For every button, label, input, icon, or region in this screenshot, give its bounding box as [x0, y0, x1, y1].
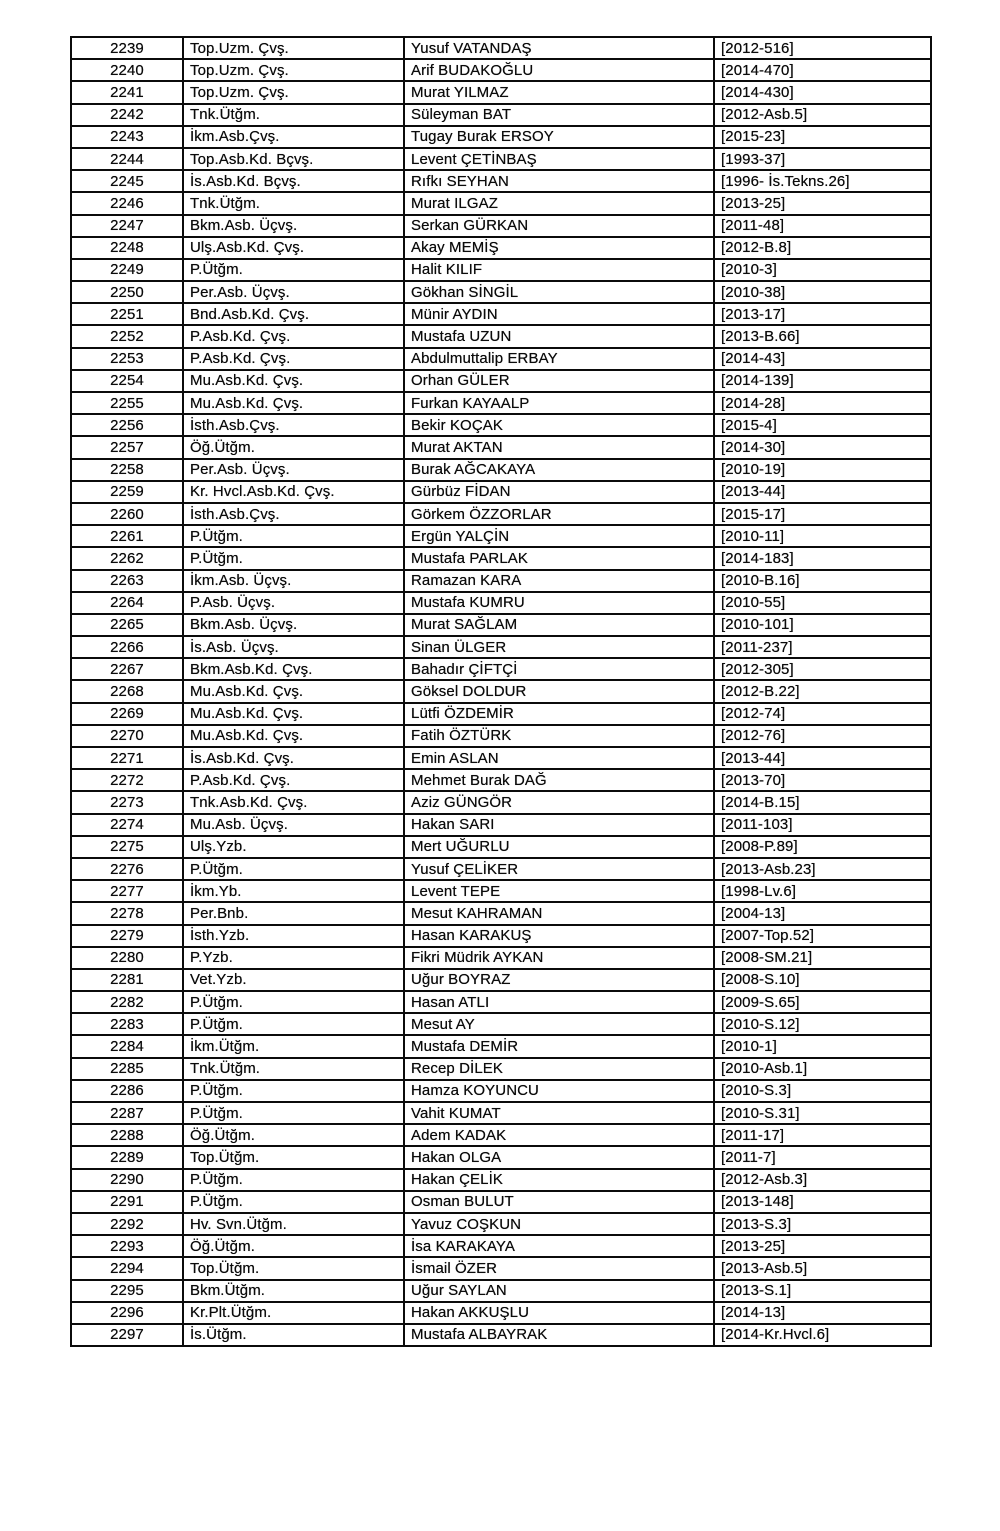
term-code-cell: [2014-430] — [714, 81, 931, 103]
table-row — [71, 1324, 931, 1346]
name-cell: Osman BULUT — [404, 1191, 714, 1213]
rank-cell: Top.Ütğm. — [183, 1257, 404, 1279]
term-code-cell: [2013-25] — [714, 1235, 931, 1257]
rank-cell: Top.Uzm. Çvş. — [183, 59, 404, 81]
term-code-cell: [2012-76] — [714, 725, 931, 747]
table-row — [71, 148, 931, 170]
row-number-cell: 2295 — [71, 1280, 183, 1302]
term-code-cell: [2010-11] — [714, 525, 931, 547]
rank-cell: Per.Asb. Üçvş. — [183, 281, 404, 303]
name-cell: Emin ASLAN — [404, 747, 714, 769]
name-cell: Münir AYDIN — [404, 303, 714, 325]
row-number-cell: 2296 — [71, 1302, 183, 1324]
table-row — [71, 725, 931, 747]
table-row — [71, 192, 931, 214]
rank-cell: İs.Asb.Kd. Çvş. — [183, 747, 404, 769]
rank-cell: Tnk.Ütğm. — [183, 104, 404, 126]
row-number-cell: 2271 — [71, 747, 183, 769]
table-row — [71, 814, 931, 836]
term-code-cell: [2011-7] — [714, 1146, 931, 1168]
row-number-cell: 2247 — [71, 215, 183, 237]
rank-cell: Mu.Asb.Kd. Çvş. — [183, 370, 404, 392]
term-code-cell: [2010-Asb.1] — [714, 1058, 931, 1080]
table-row — [71, 1146, 931, 1168]
rank-cell: Tnk.Ütğm. — [183, 192, 404, 214]
name-cell: Fikri Müdrik AYKAN — [404, 947, 714, 969]
row-number-cell: 2260 — [71, 503, 183, 525]
term-code-cell: [2008-S.10] — [714, 969, 931, 991]
rank-cell: İsth.Asb.Çvş. — [183, 414, 404, 436]
row-number-cell: 2270 — [71, 725, 183, 747]
row-number-cell: 2281 — [71, 969, 183, 991]
rank-cell: Bnd.Asb.Kd. Çvş. — [183, 303, 404, 325]
table-row — [71, 836, 931, 858]
row-number-cell: 2254 — [71, 370, 183, 392]
rank-cell: Tnk.Asb.Kd. Çvş. — [183, 791, 404, 813]
rank-cell: Kr. Hvcl.Asb.Kd. Çvş. — [183, 481, 404, 503]
term-code-cell: [2013-S.3] — [714, 1213, 931, 1235]
name-cell: Mustafa DEMİR — [404, 1035, 714, 1057]
row-number-cell: 2297 — [71, 1324, 183, 1346]
rank-cell: P.Asb. Üçvş. — [183, 592, 404, 614]
name-cell: Hakan SARI — [404, 814, 714, 836]
table-row — [71, 303, 931, 325]
row-number-cell: 2273 — [71, 791, 183, 813]
name-cell: Fatih ÖZTÜRK — [404, 725, 714, 747]
name-cell: Mustafa UZUN — [404, 325, 714, 347]
row-number-cell: 2274 — [71, 814, 183, 836]
name-cell: Adem KADAK — [404, 1124, 714, 1146]
term-code-cell: [2012-Asb.5] — [714, 104, 931, 126]
rank-cell: Ulş.Yzb. — [183, 836, 404, 858]
term-code-cell: [2004-13] — [714, 902, 931, 924]
table-row — [71, 636, 931, 658]
term-code-cell: [2013-25] — [714, 192, 931, 214]
term-code-cell: [2011-48] — [714, 215, 931, 237]
table-row — [71, 925, 931, 947]
rank-cell: P.Asb.Kd. Çvş. — [183, 769, 404, 791]
name-cell: Mesut AY — [404, 1013, 714, 1035]
table-row — [71, 769, 931, 791]
rank-cell: Mu.Asb. Üçvş. — [183, 814, 404, 836]
term-code-cell: [2012-Asb.3] — [714, 1169, 931, 1191]
term-code-cell: [2015-4] — [714, 414, 931, 436]
name-cell: Mustafa KUMRU — [404, 592, 714, 614]
name-cell: Aziz GÜNGÖR — [404, 791, 714, 813]
row-number-cell: 2256 — [71, 414, 183, 436]
row-number-cell: 2265 — [71, 614, 183, 636]
rank-cell: Ulş.Asb.Kd. Çvş. — [183, 237, 404, 259]
table-row — [71, 1191, 931, 1213]
row-number-cell: 2244 — [71, 148, 183, 170]
row-number-cell: 2251 — [71, 303, 183, 325]
name-cell: Mert UĞURLU — [404, 836, 714, 858]
rank-cell: İkm.Ütğm. — [183, 1035, 404, 1057]
name-cell: Levent TEPE — [404, 880, 714, 902]
row-number-cell: 2245 — [71, 170, 183, 192]
rank-cell: Top.Ütğm. — [183, 1146, 404, 1168]
table-row — [71, 481, 931, 503]
rank-cell: Top.Asb.Kd. Bçvş. — [183, 148, 404, 170]
term-code-cell: [1996- İs.Tekns.26] — [714, 170, 931, 192]
term-code-cell: [2010-55] — [714, 592, 931, 614]
rank-cell: İs.Ütğm. — [183, 1324, 404, 1346]
table-row — [71, 126, 931, 148]
row-number-cell: 2293 — [71, 1235, 183, 1257]
table-row — [71, 969, 931, 991]
rank-cell: Öğ.Ütğm. — [183, 436, 404, 458]
name-cell: Recep DİLEK — [404, 1058, 714, 1080]
name-cell: Sinan ÜLGER — [404, 636, 714, 658]
row-number-cell: 2252 — [71, 325, 183, 347]
name-cell: Levent ÇETİNBAŞ — [404, 148, 714, 170]
term-code-cell: [2011-17] — [714, 1124, 931, 1146]
name-cell: Uğur BOYRAZ — [404, 969, 714, 991]
rank-cell: Mu.Asb.Kd. Çvş. — [183, 392, 404, 414]
table-row — [71, 902, 931, 924]
table-row — [71, 1257, 931, 1279]
name-cell: Hakan ÇELİK — [404, 1169, 714, 1191]
table-row — [71, 503, 931, 525]
row-number-cell: 2240 — [71, 59, 183, 81]
table-row — [71, 592, 931, 614]
table-row — [71, 991, 931, 1013]
name-cell: Mustafa ALBAYRAK — [404, 1324, 714, 1346]
name-cell: Halit KILIF — [404, 259, 714, 281]
rank-cell: Hv. Svn.Ütğm. — [183, 1213, 404, 1235]
rank-cell: P.Ütğm. — [183, 1080, 404, 1102]
name-cell: Hasan KARAKUŞ — [404, 925, 714, 947]
term-code-cell: [2010-3] — [714, 259, 931, 281]
rank-cell: İsth.Yzb. — [183, 925, 404, 947]
name-cell: Akay MEMİŞ — [404, 237, 714, 259]
name-cell: Murat ILGAZ — [404, 192, 714, 214]
row-number-cell: 2285 — [71, 1058, 183, 1080]
rank-cell: P.Ütğm. — [183, 858, 404, 880]
table-row — [71, 325, 931, 347]
term-code-cell: [2010-S.12] — [714, 1013, 931, 1035]
table-row — [71, 392, 931, 414]
term-code-cell: [2014-Kr.Hvcl.6] — [714, 1324, 931, 1346]
name-cell: Rıfkı SEYHAN — [404, 170, 714, 192]
row-number-cell: 2277 — [71, 880, 183, 902]
name-cell: Burak AĞCAKAYA — [404, 459, 714, 481]
table-row — [71, 104, 931, 126]
name-cell: Lütfi ÖZDEMİR — [404, 703, 714, 725]
term-code-cell: [2012-305] — [714, 658, 931, 680]
table-row — [71, 1080, 931, 1102]
table-row — [71, 259, 931, 281]
rank-cell: P.Ütğm. — [183, 1169, 404, 1191]
rank-cell: Mu.Asb.Kd. Çvş. — [183, 725, 404, 747]
name-cell: Uğur SAYLAN — [404, 1280, 714, 1302]
table-row — [71, 680, 931, 702]
term-code-cell: [2013-17] — [714, 303, 931, 325]
name-cell: Mehmet Burak DAĞ — [404, 769, 714, 791]
rank-cell: P.Ütğm. — [183, 259, 404, 281]
term-code-cell: [2010-S.31] — [714, 1102, 931, 1124]
term-code-cell: [1998-Lv.6] — [714, 880, 931, 902]
table-row — [71, 1213, 931, 1235]
rank-cell: Bkm.Asb.Kd. Çvş. — [183, 658, 404, 680]
rank-cell: P.Ütğm. — [183, 991, 404, 1013]
table-row — [71, 547, 931, 569]
name-cell: Yusuf ÇELİKER — [404, 858, 714, 880]
term-code-cell: [2013-Asb.5] — [714, 1257, 931, 1279]
name-cell: Mesut KAHRAMAN — [404, 902, 714, 924]
name-cell: İsa KARAKAYA — [404, 1235, 714, 1257]
term-code-cell: [2008-P.89] — [714, 836, 931, 858]
term-code-cell: [2013-70] — [714, 769, 931, 791]
table-row — [71, 1235, 931, 1257]
row-number-cell: 2269 — [71, 703, 183, 725]
row-number-cell: 2282 — [71, 991, 183, 1013]
term-code-cell: [2013-44] — [714, 747, 931, 769]
table-row — [71, 370, 931, 392]
term-code-cell: [2010-S.3] — [714, 1080, 931, 1102]
table-row — [71, 459, 931, 481]
term-code-cell: [2013-Asb.23] — [714, 858, 931, 880]
table-row — [71, 880, 931, 902]
rank-cell: Mu.Asb.Kd. Çvş. — [183, 680, 404, 702]
table-row — [71, 281, 931, 303]
name-cell: Tugay Burak ERSOY — [404, 126, 714, 148]
row-number-cell: 2239 — [71, 37, 183, 59]
row-number-cell: 2280 — [71, 947, 183, 969]
table-row — [71, 747, 931, 769]
name-cell: Murat AKTAN — [404, 436, 714, 458]
rank-cell: P.Ütğm. — [183, 1013, 404, 1035]
term-code-cell: [2015-17] — [714, 503, 931, 525]
row-number-cell: 2263 — [71, 570, 183, 592]
term-code-cell: [2014-183] — [714, 547, 931, 569]
name-cell: Gürbüz FİDAN — [404, 481, 714, 503]
personnel-table-body — [71, 37, 931, 1346]
name-cell: Yusuf VATANDAŞ — [404, 37, 714, 59]
personnel-table — [70, 36, 932, 1347]
term-code-cell: [2014-28] — [714, 392, 931, 414]
name-cell: Mustafa PARLAK — [404, 547, 714, 569]
name-cell: Gökhan SİNGİL — [404, 281, 714, 303]
name-cell: Bekir KOÇAK — [404, 414, 714, 436]
term-code-cell: [2010-B.16] — [714, 570, 931, 592]
row-number-cell: 2246 — [71, 192, 183, 214]
row-number-cell: 2241 — [71, 81, 183, 103]
rank-cell: İkm.Asb.Çvş. — [183, 126, 404, 148]
term-code-cell: [2014-B.15] — [714, 791, 931, 813]
name-cell: Hamza KOYUNCU — [404, 1080, 714, 1102]
rank-cell: Bkm.Asb. Üçvş. — [183, 215, 404, 237]
table-row — [71, 1124, 931, 1146]
term-code-cell: [2015-23] — [714, 126, 931, 148]
row-number-cell: 2287 — [71, 1102, 183, 1124]
name-cell: Ramazan KARA — [404, 570, 714, 592]
term-code-cell: [2014-139] — [714, 370, 931, 392]
name-cell: Serkan GÜRKAN — [404, 215, 714, 237]
row-number-cell: 2253 — [71, 348, 183, 370]
table-row — [71, 81, 931, 103]
rank-cell: Mu.Asb.Kd. Çvş. — [183, 703, 404, 725]
table-row — [71, 858, 931, 880]
term-code-cell: [2014-30] — [714, 436, 931, 458]
rank-cell: P.Yzb. — [183, 947, 404, 969]
table-row — [71, 1035, 931, 1057]
name-cell: Yavuz COŞKUN — [404, 1213, 714, 1235]
table-row — [71, 1302, 931, 1324]
term-code-cell: [2011-103] — [714, 814, 931, 836]
name-cell: Hakan AKKUŞLU — [404, 1302, 714, 1324]
table-row — [71, 703, 931, 725]
rank-cell: İkm.Asb. Üçvş. — [183, 570, 404, 592]
rank-cell: Öğ.Ütğm. — [183, 1235, 404, 1257]
name-cell: Arif BUDAKOĞLU — [404, 59, 714, 81]
name-cell: Hasan ATLI — [404, 991, 714, 1013]
name-cell: Abdulmuttalip ERBAY — [404, 348, 714, 370]
rank-cell: P.Ütğm. — [183, 547, 404, 569]
name-cell: Murat SAĞLAM — [404, 614, 714, 636]
row-number-cell: 2292 — [71, 1213, 183, 1235]
row-number-cell: 2288 — [71, 1124, 183, 1146]
rank-cell: Vet.Yzb. — [183, 969, 404, 991]
rank-cell: İsth.Asb.Çvş. — [183, 503, 404, 525]
term-code-cell: [2014-13] — [714, 1302, 931, 1324]
table-row — [71, 237, 931, 259]
term-code-cell: [2010-101] — [714, 614, 931, 636]
term-code-cell: [2013-148] — [714, 1191, 931, 1213]
row-number-cell: 2279 — [71, 925, 183, 947]
term-code-cell: [2014-43] — [714, 348, 931, 370]
row-number-cell: 2284 — [71, 1035, 183, 1057]
term-code-cell: [2012-B.22] — [714, 680, 931, 702]
term-code-cell: [2013-B.66] — [714, 325, 931, 347]
rank-cell: Bkm.Ütğm. — [183, 1280, 404, 1302]
table-row — [71, 348, 931, 370]
rank-cell: Bkm.Asb. Üçvş. — [183, 614, 404, 636]
term-code-cell: [2012-74] — [714, 703, 931, 725]
table-row — [71, 658, 931, 680]
row-number-cell: 2264 — [71, 592, 183, 614]
row-number-cell: 2291 — [71, 1191, 183, 1213]
rank-cell: Per.Bnb. — [183, 902, 404, 924]
table-row — [71, 1013, 931, 1035]
table-row — [71, 37, 931, 59]
table-row — [71, 570, 931, 592]
rank-cell: P.Asb.Kd. Çvş. — [183, 325, 404, 347]
row-number-cell: 2261 — [71, 525, 183, 547]
row-number-cell: 2250 — [71, 281, 183, 303]
rank-cell: Kr.Plt.Ütğm. — [183, 1302, 404, 1324]
row-number-cell: 2257 — [71, 436, 183, 458]
rank-cell: P.Ütğm. — [183, 1191, 404, 1213]
name-cell: Hakan OLGA — [404, 1146, 714, 1168]
table-row — [71, 525, 931, 547]
term-code-cell: [2012-516] — [714, 37, 931, 59]
table-row — [71, 947, 931, 969]
name-cell: Görkem ÖZZORLAR — [404, 503, 714, 525]
table-row — [71, 215, 931, 237]
row-number-cell: 2242 — [71, 104, 183, 126]
row-number-cell: 2294 — [71, 1257, 183, 1279]
rank-cell: İs.Asb.Kd. Bçvş. — [183, 170, 404, 192]
row-number-cell: 2283 — [71, 1013, 183, 1035]
table-row — [71, 59, 931, 81]
table-row — [71, 1102, 931, 1124]
row-number-cell: 2255 — [71, 392, 183, 414]
rank-cell: Tnk.Ütğm. — [183, 1058, 404, 1080]
row-number-cell: 2267 — [71, 658, 183, 680]
rank-cell: P.Asb.Kd. Çvş. — [183, 348, 404, 370]
term-code-cell: [2011-237] — [714, 636, 931, 658]
term-code-cell: [2010-1] — [714, 1035, 931, 1057]
row-number-cell: 2290 — [71, 1169, 183, 1191]
table-row — [71, 1169, 931, 1191]
rank-cell: P.Ütğm. — [183, 525, 404, 547]
row-number-cell: 2286 — [71, 1080, 183, 1102]
name-cell: Göksel DOLDUR — [404, 680, 714, 702]
rank-cell: Per.Asb. Üçvş. — [183, 459, 404, 481]
row-number-cell: 2248 — [71, 237, 183, 259]
name-cell: Bahadır ÇİFTÇİ — [404, 658, 714, 680]
term-code-cell: [2010-38] — [714, 281, 931, 303]
row-number-cell: 2259 — [71, 481, 183, 503]
table-row — [71, 1058, 931, 1080]
row-number-cell: 2243 — [71, 126, 183, 148]
term-code-cell: [2013-S.1] — [714, 1280, 931, 1302]
row-number-cell: 2276 — [71, 858, 183, 880]
name-cell: Furkan KAYAALP — [404, 392, 714, 414]
row-number-cell: 2262 — [71, 547, 183, 569]
rank-cell: P.Ütğm. — [183, 1102, 404, 1124]
name-cell: Vahit KUMAT — [404, 1102, 714, 1124]
term-code-cell: [2007-Top.52] — [714, 925, 931, 947]
table-row — [71, 614, 931, 636]
name-cell: Ergün YALÇİN — [404, 525, 714, 547]
row-number-cell: 2289 — [71, 1146, 183, 1168]
row-number-cell: 2266 — [71, 636, 183, 658]
term-code-cell: [2008-SM.21] — [714, 947, 931, 969]
rank-cell: Top.Uzm. Çvş. — [183, 37, 404, 59]
term-code-cell: [2010-19] — [714, 459, 931, 481]
row-number-cell: 2258 — [71, 459, 183, 481]
name-cell: İsmail ÖZER — [404, 1257, 714, 1279]
table-row — [71, 414, 931, 436]
rank-cell: Top.Uzm. Çvş. — [183, 81, 404, 103]
name-cell: Orhan GÜLER — [404, 370, 714, 392]
rank-cell: İs.Asb. Üçvş. — [183, 636, 404, 658]
table-row — [71, 170, 931, 192]
rank-cell: İkm.Yb. — [183, 880, 404, 902]
row-number-cell: 2249 — [71, 259, 183, 281]
rank-cell: Öğ.Ütğm. — [183, 1124, 404, 1146]
term-code-cell: [2009-S.65] — [714, 991, 931, 1013]
row-number-cell: 2268 — [71, 680, 183, 702]
row-number-cell: 2275 — [71, 836, 183, 858]
name-cell: Murat YILMAZ — [404, 81, 714, 103]
table-row — [71, 436, 931, 458]
term-code-cell: [2012-B.8] — [714, 237, 931, 259]
row-number-cell: 2278 — [71, 902, 183, 924]
term-code-cell: [2013-44] — [714, 481, 931, 503]
table-row — [71, 1280, 931, 1302]
term-code-cell: [1993-37] — [714, 148, 931, 170]
name-cell: Süleyman BAT — [404, 104, 714, 126]
table-row — [71, 791, 931, 813]
row-number-cell: 2272 — [71, 769, 183, 791]
term-code-cell: [2014-470] — [714, 59, 931, 81]
